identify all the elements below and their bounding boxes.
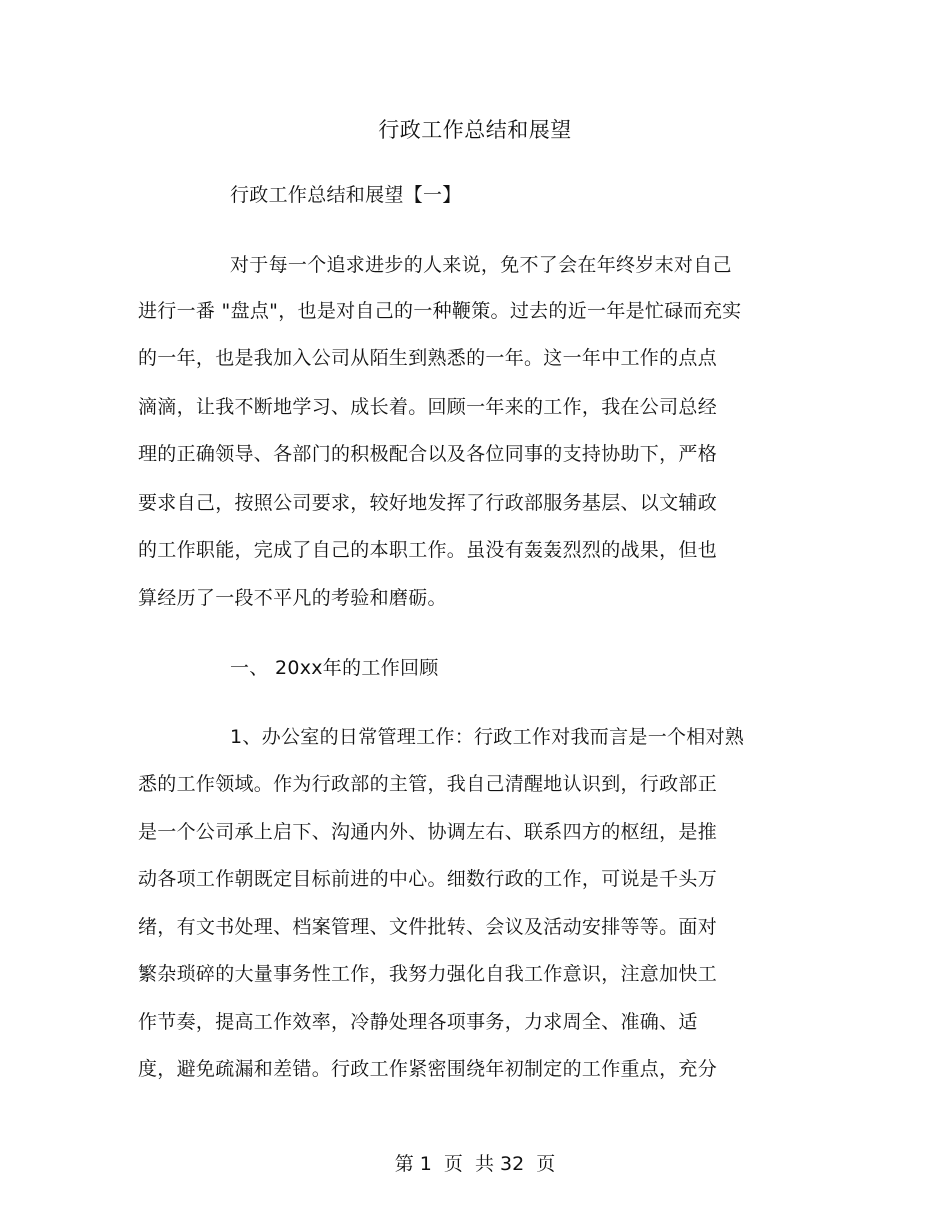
paragraph-line: 繁杂琐碎的大量事务性工作，我努力强化自我工作意识，注意加快工 (138, 963, 718, 985)
paragraph-line: 绪，有文书处理、档案管理、文件批转、会议及活动安排等等。面对 (138, 916, 718, 938)
paragraph-line: 进行一番 "盘点"，也是对自己的一种鞭策。过去的近一年是忙碌而充实 (138, 300, 742, 322)
paragraph-line: 作节奏，提高工作效率，冷静处理各项事务，力求周全、准确、适 (138, 1011, 698, 1033)
paragraph-line: 度，避免疏漏和差错。行政工作紧密围绕年初制定的工作重点，充分 (138, 1058, 718, 1080)
paragraph-line: 算经历了一段不平凡的考验和磨砺。 (138, 587, 447, 609)
paragraph-line: 1、办公室的日常管理工作：行政工作对我而言是一个相对熟 (230, 726, 745, 748)
page-number-footer: 第 1 页 共 32 页 (394, 1153, 556, 1175)
paragraph-line: 滴滴，让我不断地学习、成长着。回顾一年来的工作，我在公司总经 (138, 396, 718, 418)
paragraph-line: 悉的工作领域。作为行政部的主管，我自己清醒地认识到，行政部正 (138, 773, 718, 795)
paragraph-line: 是一个公司承上启下、沟通内外、协调左右、联系四方的枢纽，是推 (138, 821, 718, 843)
page-title: 行政工作总结和展望 (378, 118, 572, 142)
paragraph-line: 的一年，也是我加入公司从陌生到熟悉的一年。这一年中工作的点点 (138, 347, 718, 369)
paragraph-line: 理的正确领导、各部门的积极配合以及各位同事的支持协助下，严格 (138, 443, 718, 465)
paragraph-line: 的工作职能，完成了自己的本职工作。虽没有轰轰烈烈的战果，但也 (138, 539, 718, 561)
paragraph-line: 对于每一个追求进步的人来说，免不了会在年终岁末对自己 (230, 254, 732, 276)
section-heading: 一、 20xx年的工作回顾 (230, 657, 439, 679)
paragraph-line: 动各项工作朝既定目标前进的中心。细数行政的工作，可说是千头万 (138, 868, 718, 890)
document-subtitle: 行政工作总结和展望【一】 (230, 184, 462, 206)
paragraph-line: 要求自己，按照公司要求，较好地发挥了行政部服务基层、以文辅政 (138, 492, 718, 514)
